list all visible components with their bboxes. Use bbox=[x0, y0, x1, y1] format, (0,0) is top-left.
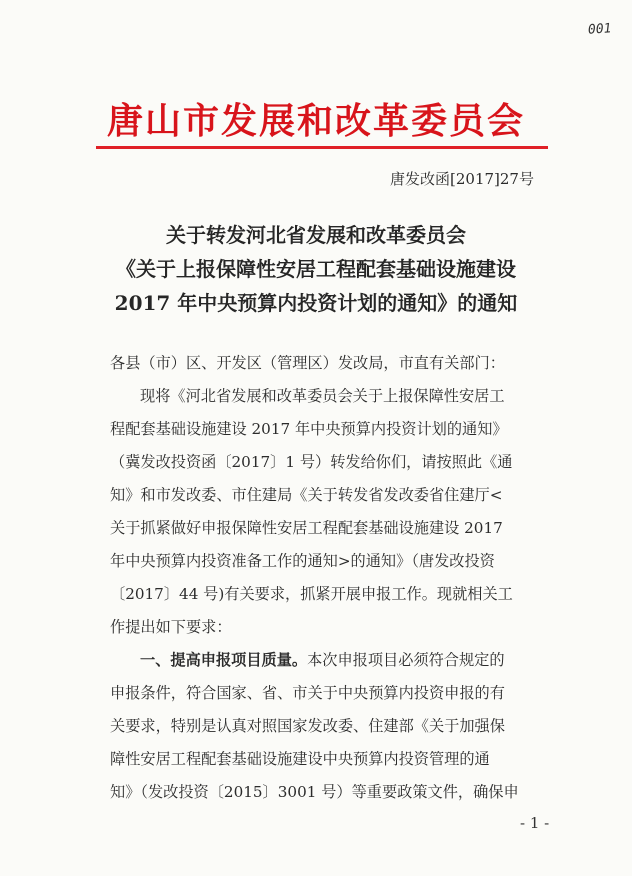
title-line: 2017 年中央预算内投资计划的通知》的通知 bbox=[114, 291, 518, 315]
handwritten-page-mark: 001 bbox=[587, 21, 612, 38]
paragraph-line: 障性安居工程配套基础设施建设中央预算内投资管理的通 bbox=[110, 750, 490, 768]
page-number: - 1 - bbox=[520, 814, 550, 832]
scan-margin bbox=[632, 0, 640, 876]
section-text: 本次申报项目必须符合规定的 bbox=[307, 651, 505, 669]
paragraph-line: 关要求，特别是认真对照国家发改委、住建部《关于加强保 bbox=[110, 717, 505, 735]
title-line: 关于转发河北省发展和改革委员会 bbox=[166, 223, 466, 247]
paragraph-line: 关于抓紧做好申报保障性安居工程配套基础设施建设 2017 bbox=[110, 519, 503, 537]
paragraph-line: 知》（发改投资〔2015〕3001 号）等重要政策文件，确保申 bbox=[110, 783, 519, 801]
salutation: 各县（市）区、开发区（管理区）发改局，市直有关部门： bbox=[110, 354, 505, 372]
paragraph-line: 作提出如下要求： bbox=[110, 618, 232, 636]
paragraph-line: 现将《河北省发展和改革委员会关于上报保障性安居工 bbox=[140, 387, 505, 405]
notice-body bbox=[110, 347, 550, 809]
paragraph-line: （冀发改投资函〔2017〕1 号）转发给你们，请按照此《通 bbox=[110, 453, 513, 471]
masthead-red-rule bbox=[96, 146, 548, 149]
paragraph-line: 〔2017〕44 号)有关要求，抓紧开展申报工作。现就相关工 bbox=[110, 585, 513, 603]
notice-title bbox=[0, 218, 632, 320]
paragraph-line: 程配套基础设施建设 2017 年中央预算内投资计划的通知》 bbox=[110, 420, 508, 438]
document-number: 唐发改函[2017]27号 bbox=[390, 170, 534, 188]
section-heading: 一、提高申报项目质量。 bbox=[140, 651, 308, 669]
paragraph-line: 年中央预算内投资准备工作的通知>的通知》（唐发改投资 bbox=[110, 552, 495, 570]
title-line: 《关于上报保障性安居工程配套基础设施建设 bbox=[116, 257, 516, 281]
section-heading-line bbox=[110, 644, 550, 677]
masthead-title: 唐山市发展和改革委员会 bbox=[106, 100, 525, 142]
paragraph-line: 申报条件，符合国家、省、市关于中央预算内投资申报的有 bbox=[110, 684, 505, 702]
paragraph-line: 知》和市发改委、市住建局《关于转发省发改委省住建厅< bbox=[110, 486, 503, 504]
